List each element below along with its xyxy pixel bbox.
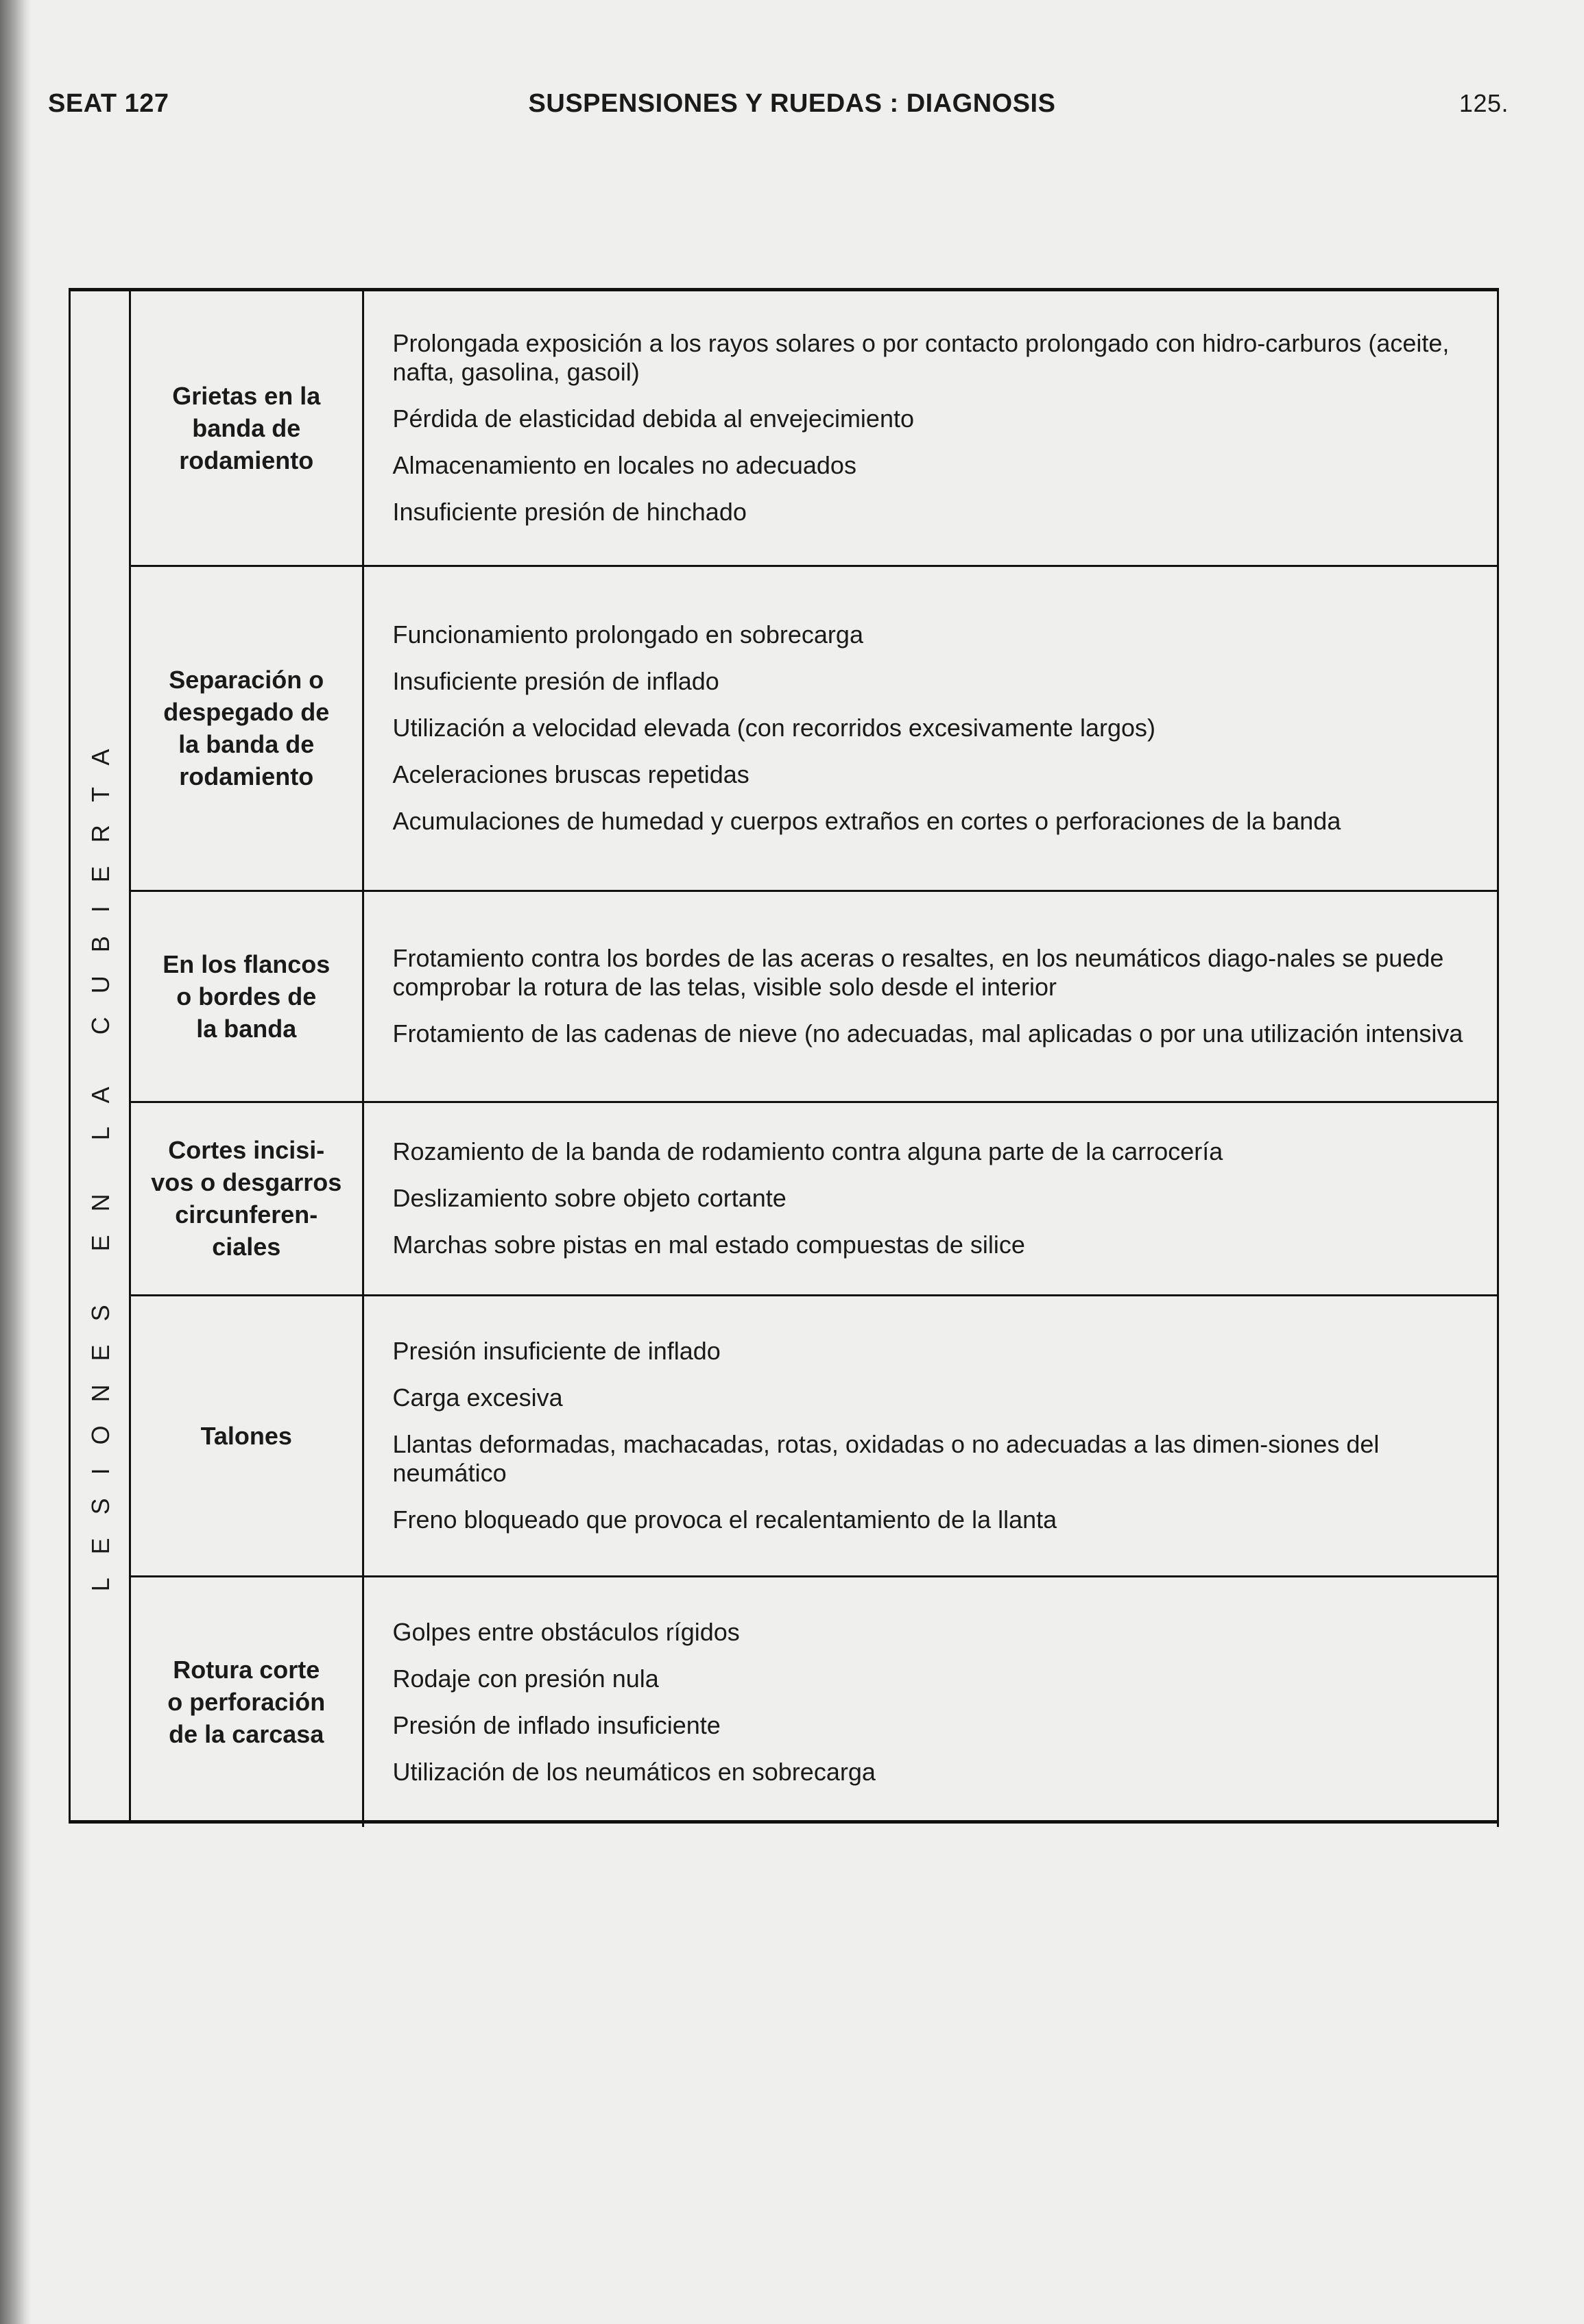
page-number: 125.	[1459, 89, 1509, 117]
cause-item: Frotamiento contra los bordes de las aceras o resaltes, en los neumáticos diago-nales se puede comprobar la rotura de las telas, visible solo desde el interior	[392, 944, 1444, 1001]
category-line: Talones	[200, 1421, 292, 1450]
cause-item: Golpes entre obstáculos rígidos	[392, 1617, 740, 1646]
cause-item: Carga excesiva	[392, 1383, 563, 1412]
damage-category	[131, 1576, 363, 1827]
damage-causes	[363, 891, 1498, 1102]
table-row	[131, 291, 1498, 566]
damage-causes	[363, 566, 1498, 891]
damage-category	[131, 291, 363, 566]
table-row	[131, 566, 1498, 891]
cause-item: Insuficiente presión de hinchado	[392, 498, 747, 526]
cause-item: Insuficiente presión de inflado	[392, 667, 719, 695]
damage-causes	[363, 1576, 1498, 1827]
cause-item: Pérdida de elasticidad debida al envejecimiento	[392, 404, 914, 433]
table-row	[131, 1295, 1498, 1576]
cause-item: Frotamiento de las cadenas de nieve (no adecuadas, mal aplicadas o por una utilización intensiva	[392, 1019, 1463, 1048]
category-line: rodamiento	[179, 762, 314, 790]
cause-item: Marchas sobre pistas en mal estado compuestas de silice	[392, 1231, 1025, 1259]
cause-item: Presión insuficiente de inflado	[392, 1337, 721, 1365]
damage-category	[131, 1102, 363, 1295]
cause-item: Almacenamiento en locales no adecuados	[392, 451, 856, 480]
category-line: ciales	[212, 1233, 281, 1261]
page-binding-shadow	[0, 0, 32, 2324]
damage-causes	[363, 291, 1498, 566]
side-label: LESIONES EN LA CUBIERTA	[86, 725, 115, 1592]
diagnosis-table	[131, 291, 1499, 1827]
category-line: banda de	[192, 413, 301, 442]
damage-category	[131, 1295, 363, 1576]
table-row	[131, 891, 1498, 1102]
cause-item: Rozamiento de la banda de rodamiento contra alguna parte de la carrocería	[392, 1137, 1223, 1165]
cause-item: Acumulaciones de humedad y cuerpos extraños en cortes o perforaciones de la banda	[392, 807, 1341, 835]
cause-item: Presión de inflado insuficiente	[392, 1710, 721, 1739]
cause-item: Freno bloqueado que provoca el recalentamiento de la llanta	[392, 1505, 1057, 1534]
category-line: Separación o	[169, 666, 324, 694]
category-line: circunferen-	[175, 1200, 318, 1228]
category-line: la banda de	[178, 730, 315, 758]
diagnosis-table-frame	[69, 288, 1499, 1824]
cause-item: Funcionamiento prolongado en sobrecarga	[392, 620, 863, 649]
side-column	[71, 291, 131, 1820]
table-row	[131, 1576, 1498, 1827]
page-title: SUSPENSIONES Y RUEDAS : DIAGNOSIS	[528, 89, 1056, 118]
cause-item: Prolongada exposición a los rayos solares o por contacto prolongado con hidro-carburos (aceite, nafta, gasolina, gasoil)	[392, 329, 1450, 387]
manual-model: SEAT 127	[48, 89, 169, 118]
category-line: Cortes incisi-	[168, 1136, 325, 1164]
cause-item: Llantas deformadas, machacadas, rotas, oxidadas o no adecuadas a las dimen-siones del neumático	[392, 1430, 1380, 1487]
category-line: o bordes de	[176, 982, 317, 1010]
damage-causes	[363, 1102, 1498, 1295]
damage-category	[131, 566, 363, 891]
cause-item: Deslizamiento sobre objeto cortante	[392, 1184, 787, 1212]
damage-category	[131, 891, 363, 1102]
table-row	[131, 1102, 1498, 1295]
cause-item: Utilización de los neumáticos en sobrecarga	[392, 1757, 876, 1786]
category-line: vos o desgarros	[151, 1168, 342, 1196]
category-line: Grietas en la	[172, 381, 321, 410]
category-line: Rotura corte	[173, 1656, 320, 1684]
cause-item: Utilización a velocidad elevada (con recorridos excesivamente largos)	[392, 714, 1156, 742]
category-line: En los flancos	[163, 949, 331, 978]
cause-item: Aceleraciones bruscas repetidas	[392, 760, 749, 788]
cause-item: Rodaje con presión nula	[392, 1664, 659, 1693]
category-line: la banda	[196, 1014, 297, 1043]
damage-causes	[363, 1295, 1498, 1576]
category-line: o perforación	[167, 1688, 326, 1717]
category-line: de la carcasa	[169, 1720, 324, 1749]
category-line: despegado de	[163, 698, 330, 726]
category-line: rodamiento	[179, 446, 314, 474]
